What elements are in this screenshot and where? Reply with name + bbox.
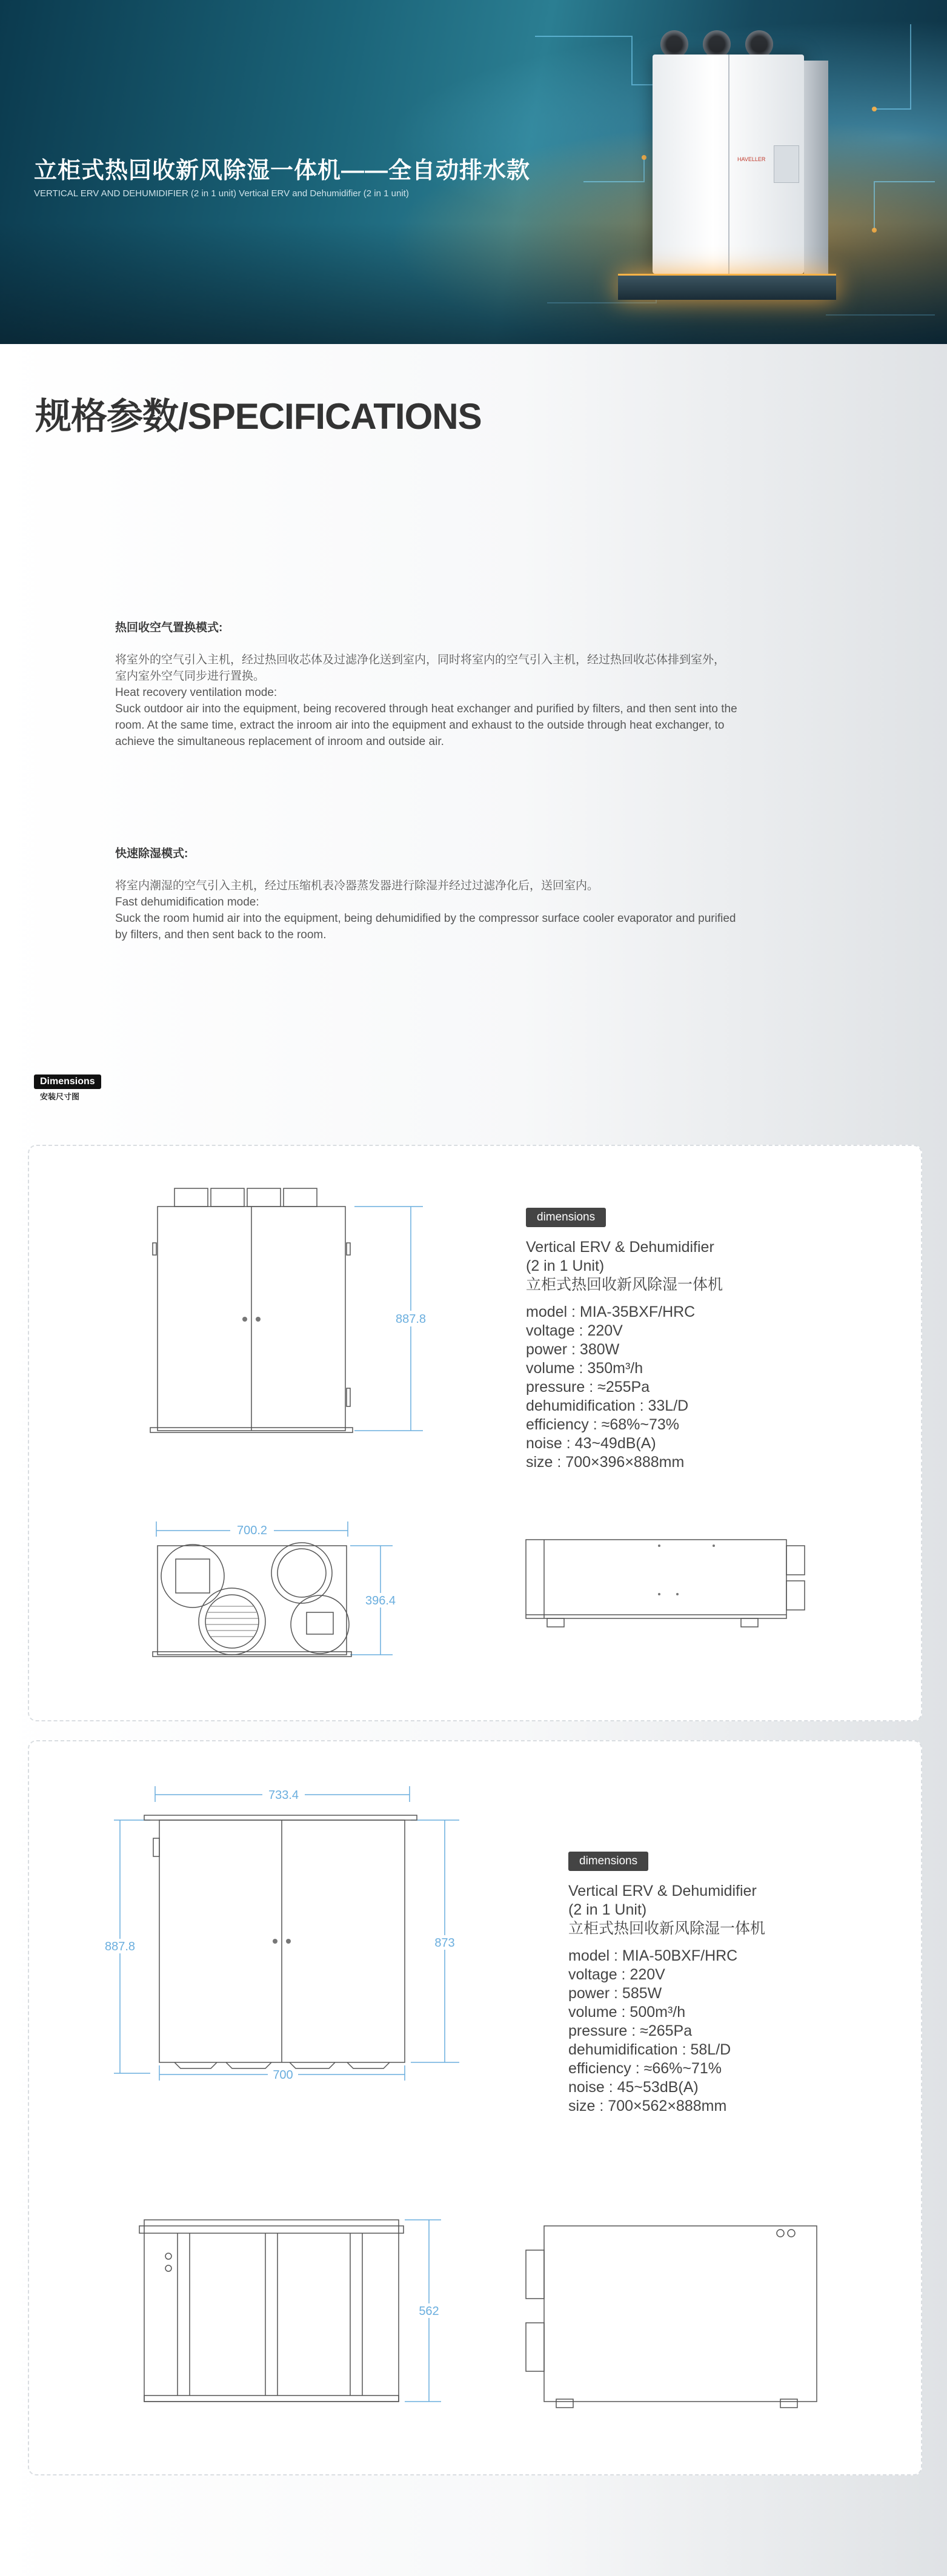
mode-line: Fast dehumidification mode: [115, 896, 259, 909]
specifications-title: 规格参数/SPECIFICATIONS [35, 396, 482, 437]
mode-line: room. At the same time, extract the inroom air into the equipment and exhaust to the outside through heat exchanger, to [115, 719, 725, 732]
spec-row: power : 380W [526, 1341, 620, 1358]
mode-line: by filters, and then sent back to the room. [115, 929, 327, 941]
spec-row: size : 700×562×888mm [568, 2098, 727, 2114]
product-unit-image [653, 55, 804, 274]
mode-line: achieve the simultaneous replacement of inroom and outside air. [115, 735, 444, 748]
bottom-width-label: 700 [273, 2068, 293, 2082]
dimensions-tag: dimensions [526, 1208, 606, 1227]
dimensions-badge-subtitle: 安装尺寸图 [40, 1092, 80, 1101]
model-name-cn: 立柜式热回收新风除湿一体机 [568, 1920, 766, 1937]
brand-logo: HAVELLER [737, 156, 766, 162]
spec-row: power : 585W [568, 1985, 662, 2002]
mode-line: 将室外的空气引入主机，经过热回收芯体及过滤净化送到室内，同时将室内的空气引入主机，经过热回收芯体排到室外， [115, 654, 726, 666]
top-view-drawing [126, 1515, 490, 1673]
spec-row: volume : 500m³/h [568, 2004, 686, 2021]
height-right-label: 873 [434, 1936, 455, 1950]
height-label: 887.8 [395, 1313, 427, 1326]
depth-label: 562 [419, 2305, 439, 2318]
side-view-drawing [520, 2220, 835, 2420]
height-left-label: 887.8 [104, 1940, 136, 1953]
mode-line: Suck the room humid air into the equipment, being dehumidified by the compressor surface cooler evaporator and purified [115, 912, 736, 925]
spec-row: volume : 350m³/h [526, 1360, 643, 1377]
model-info [568, 1850, 765, 2116]
spec-row: pressure : ≈255Pa [526, 1379, 650, 1396]
spec-row: voltage : 220V [568, 1966, 665, 1983]
control-panel [774, 145, 799, 183]
platform-base [618, 274, 836, 300]
model-name-en-sub: (2 in 1 Unit) [568, 1901, 647, 1918]
dimensions-badge: Dimensions [34, 1074, 101, 1089]
model-name-en-sub: (2 in 1 Unit) [526, 1257, 605, 1274]
spec-row: noise : 43~49dB(A) [526, 1435, 656, 1452]
hero-title: 立柜式热回收新风除湿一体机——全自动排水款 [34, 158, 531, 184]
mode-heat-recovery [115, 620, 836, 750]
hero-subtitle: VERTICAL ERV AND DEHUMIDIFIER (2 in 1 unit) Vertical ERV and Dehumidifier (2 in 1 unit) [34, 188, 409, 199]
spec-row: pressure : ≈265Pa [568, 2022, 693, 2039]
dimensions-tag: dimensions [568, 1852, 648, 1871]
spec-row: dehumidification : 33L/D [526, 1397, 689, 1414]
spec-row: model : MIA-50BXF/HRC [568, 1947, 738, 1964]
model-name-en: Vertical ERV & Dehumidifier [568, 1882, 757, 1899]
model-card-35 [28, 1145, 922, 1721]
mode-fast-dehumidification [115, 846, 836, 943]
spec-row: voltage : 220V [526, 1322, 623, 1339]
spec-row: model : MIA-35BXF/HRC [526, 1303, 696, 1320]
spec-row: size : 700×396×888mm [526, 1454, 685, 1471]
mode-heading: 快速除湿模式: [115, 847, 188, 860]
spec-row: efficiency : ≈66%~71% [568, 2060, 722, 2077]
mode-line: Suck outdoor air into the equipment, being recovered through heat exchanger and purified by filters, and then sent into the [115, 703, 737, 715]
top-width-label: 733.4 [268, 1789, 299, 1802]
model-name-en: Vertical ERV & Dehumidifier [526, 1239, 714, 1256]
hero-banner [0, 0, 947, 344]
model-card-50 [28, 1740, 922, 2475]
spec-row: noise : 45~53dB(A) [568, 2079, 699, 2096]
spec-row: efficiency : ≈68%~73% [526, 1416, 679, 1433]
front-view-drawing [126, 1182, 490, 1437]
model-info [526, 1207, 723, 1472]
mode-line: 室内室外空气同步进行置换。 [115, 670, 265, 683]
mode-heading: 热回收空气置换模式: [115, 621, 223, 634]
front-view-drawing [104, 1778, 496, 2093]
depth-label: 396.4 [365, 1594, 396, 1608]
model-name-cn: 立柜式热回收新风除湿一体机 [526, 1276, 723, 1293]
side-view-drawing [520, 1534, 811, 1643]
spec-row: dehumidification : 58L/D [568, 2041, 731, 2058]
mode-line: 将室内潮湿的空气引入主机，经过压缩机表冷器蒸发器进行除湿并经过过滤净化后，送回室内。 [115, 879, 599, 892]
top-view-drawing [132, 2214, 471, 2420]
mode-line: Heat recovery ventilation mode: [115, 686, 277, 699]
width-label: 700.2 [236, 1524, 268, 1537]
